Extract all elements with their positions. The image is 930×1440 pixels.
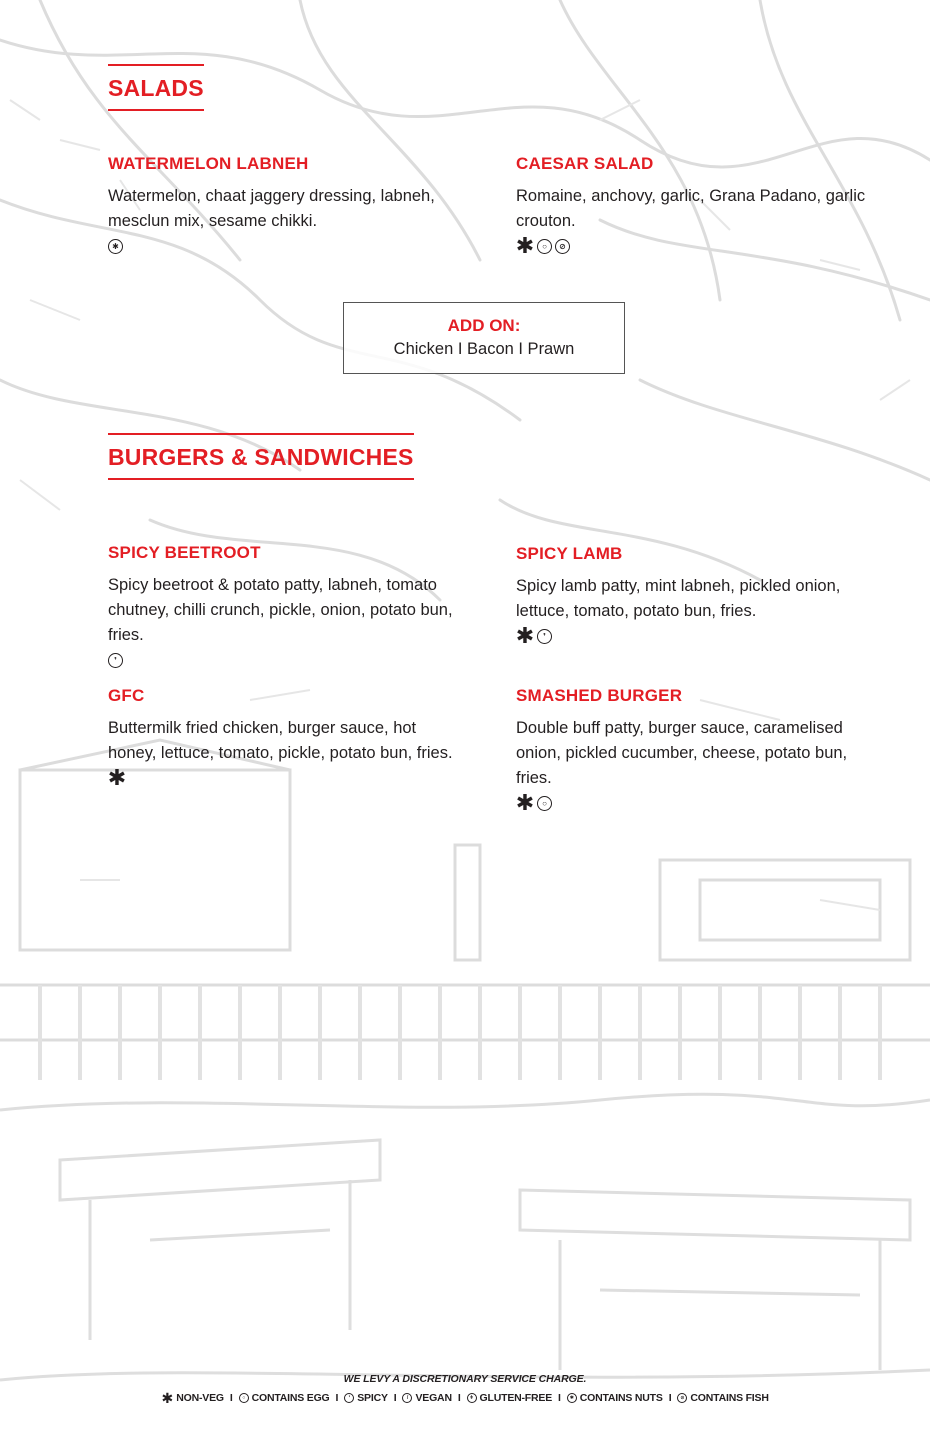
dietary-icons — [516, 624, 866, 648]
item-description: Romaine, anchovy, garlic, Grana Padano, garlic crouton. — [516, 187, 866, 230]
legend-label-vegan: VEGAN — [415, 1392, 452, 1404]
contains-egg-icon: ○ — [239, 1393, 249, 1403]
section-title-burgers-sandwiches: BURGERS & SANDWICHES — [108, 433, 414, 480]
dietary-icons — [108, 766, 458, 790]
contains-egg-icon: ○ — [537, 239, 552, 254]
menu-item-watermelon-labneh — [108, 153, 458, 258]
menu-item-spicy-beetroot — [108, 542, 458, 672]
legend-separator: I — [229, 1392, 233, 1404]
menu-item-smashed-burger — [516, 685, 866, 815]
legend-separator: I — [558, 1392, 561, 1404]
gluten-free-icon: ǂ — [467, 1393, 477, 1403]
non-veg-icon: ✱ — [161, 1390, 174, 1406]
item-name: SMASHED BURGER — [516, 686, 683, 705]
contains-nuts-icon: ✱ — [108, 239, 123, 254]
legend-label-spicy: SPICY — [357, 1392, 388, 1404]
legend-label-gluten-free: GLUTEN-FREE — [479, 1392, 553, 1404]
non-veg-icon: ✱ — [515, 790, 535, 815]
contains-fish-icon: ⊘ — [555, 239, 570, 254]
spicy-icon: ❜ — [537, 629, 552, 644]
dietary-icons — [108, 648, 458, 672]
add-on-box — [343, 302, 625, 374]
non-veg-icon: ✱ — [107, 765, 127, 790]
legend-label-non-veg: NON-VEG — [176, 1392, 224, 1404]
item-name: GFC — [108, 686, 145, 705]
item-description: Buttermilk fried chicken, burger sauce, hot honey, lettuce, tomato, pickle, potato bun, fries. — [108, 719, 453, 762]
legend-label-fish: CONTAINS FISH — [690, 1392, 769, 1404]
dietary-icons — [516, 234, 866, 258]
legend-label-egg: CONTAINS EGG — [251, 1392, 330, 1404]
non-veg-icon: ✱ — [515, 233, 535, 258]
dietary-icons — [108, 234, 458, 258]
item-description: Spicy beetroot & potato patty, labneh, tomato chutney, chilli crunch, pickle, onion, potato bun, fries. — [108, 576, 453, 644]
legend-separator: I — [393, 1392, 397, 1404]
add-on-options: Chicken I Bacon I Prawn — [393, 340, 575, 358]
contains-fish-icon: ⊘ — [677, 1393, 687, 1403]
section-title-salads: SALADS — [108, 64, 204, 111]
menu-item-spicy-lamb — [516, 543, 866, 648]
menu-item-gfc — [108, 685, 458, 790]
item-description: Spicy lamb patty, mint labneh, pickled onion, lettuce, tomato, potato bun, fries. — [516, 577, 841, 620]
add-on-title: ADD ON: — [447, 316, 521, 335]
dietary-icons — [516, 791, 866, 815]
menu-item-caesar-salad — [516, 153, 866, 258]
item-description: Double buff patty, burger sauce, caramelised onion, pickled cucumber, cheese, potato bun, fries. — [516, 719, 848, 787]
dietary-legend — [0, 1392, 930, 1404]
legend-separator: I — [668, 1392, 672, 1404]
legend-separator: I — [457, 1392, 461, 1404]
legend-label-nuts: CONTAINS NUTS — [579, 1392, 663, 1404]
contains-egg-icon: ○ — [537, 796, 552, 811]
item-name: SPICY BEETROOT — [108, 543, 261, 562]
item-name: SPICY LAMB — [516, 544, 623, 563]
item-name: WATERMELON LABNEH — [108, 154, 309, 173]
non-veg-icon: ✱ — [515, 623, 535, 648]
spicy-icon: ❜ — [108, 653, 123, 668]
item-name: CAESAR SALAD — [516, 154, 654, 173]
spicy-icon: ❜ — [344, 1393, 354, 1403]
legend-separator: I — [335, 1392, 339, 1404]
vegan-icon: / — [402, 1393, 412, 1403]
contains-nuts-icon: ✱ — [567, 1393, 577, 1403]
item-description: Watermelon, chaat jaggery dressing, labneh, mesclun mix, sesame chikki. — [108, 187, 435, 230]
service-charge-note: WE LEVY A DISCRETIONARY SERVICE CHARGE. — [343, 1373, 587, 1385]
